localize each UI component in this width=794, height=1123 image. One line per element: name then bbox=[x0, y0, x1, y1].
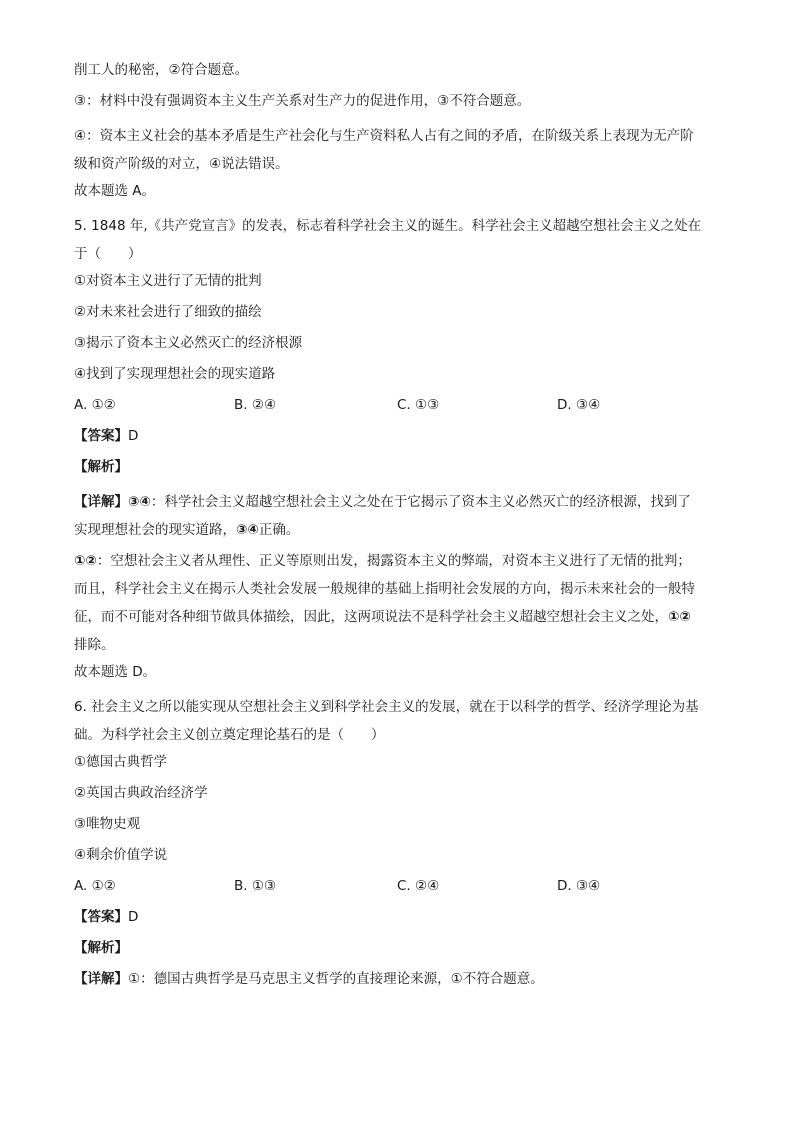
answer-value: D bbox=[128, 909, 139, 925]
q6-answer bbox=[74, 907, 730, 927]
answer-tag: 【答案】 bbox=[74, 428, 128, 444]
q5-option-b: B. ②④ bbox=[234, 397, 277, 413]
q5-options bbox=[74, 395, 730, 415]
q6-item: ④剩余价值学说 bbox=[74, 847, 168, 863]
q5-stem: 5. 1848 年,《共产党宣言》的发表，标志着科学社会主义的诞生。科学社会主义超越空想社会主义之处在 于（ ） bbox=[74, 218, 702, 262]
prev-conclusion: 故本题选 A。 bbox=[74, 183, 156, 199]
q6-item: ②英国古典政治经济学 bbox=[74, 785, 208, 801]
q6-stem: 6. 社会主义之所以能实现从空想社会主义到科学社会主义的发展，就在于以科学的哲学、经济学理论为基 础。为科学社会主义创立奠定理论基石的是（ ） bbox=[74, 699, 699, 743]
q5-item: ①对资本主义进行了无情的批判 bbox=[74, 273, 262, 289]
q5-analysis-tag: 【解析】 bbox=[74, 459, 128, 475]
q6-detail-1: 【详解】①：德国古典哲学是马克思主义哲学的直接理论来源，①不符合题意。 bbox=[74, 971, 544, 987]
q6-item: ③唯物史观 bbox=[74, 816, 141, 832]
q6-option-b: B. ①③ bbox=[234, 878, 277, 894]
q5-detail-2: ①②：空想社会主义者从理性、正义等原则出发，揭露资本主义的弊端，对资本主义进行了无情的批判； 而且，科学社会主义在揭示人类社会发展一般规律的基础上指明社会发展的方向，揭示未来社会的一般特 征，而不可能对各种细节做具体描绘，因此，这两项说法不是科学社会主义超越空想社会主义之处，①② 排除。 bbox=[74, 553, 695, 653]
q6-option-d: D. ③④ bbox=[557, 878, 601, 894]
answer-value: D bbox=[128, 428, 139, 444]
q5-item: ③揭示了资本主义必然灭亡的经济根源 bbox=[74, 335, 303, 351]
q5-item: ②对未来社会进行了细致的描绘 bbox=[74, 304, 262, 320]
q5-option-d: D. ③④ bbox=[557, 397, 601, 413]
prev-analysis-line: ③：材料中没有强调资本主义生产关系对生产力的促进作用，③不符合题意。 bbox=[74, 93, 531, 109]
q6-option-c: C. ②④ bbox=[397, 878, 440, 894]
prev-analysis-paragraph: ④：资本主义社会的基本矛盾是生产社会化与生产资料私人占有之间的矛盾，在阶级关系上表现为无产阶 级和资产阶级的对立，④说法错误。 bbox=[74, 128, 694, 172]
q5-option-c: C. ①③ bbox=[397, 397, 440, 413]
q6-item: ①德国古典哲学 bbox=[74, 754, 168, 770]
q6-options bbox=[74, 876, 730, 896]
q5-conclusion: 故本题选 D。 bbox=[74, 664, 157, 680]
q6-option-a: A. ①② bbox=[74, 878, 116, 894]
q5-item: ④找到了实现理想社会的现实道路 bbox=[74, 366, 276, 382]
q6-analysis-tag: 【解析】 bbox=[74, 940, 128, 956]
q5-option-a: A. ①② bbox=[74, 397, 116, 413]
document-page bbox=[74, 60, 730, 1000]
q5-answer bbox=[74, 426, 730, 446]
q5-detail-1: 【详解】③④：科学社会主义超越空想社会主义之处在于它揭示了资本主义必然灭亡的经济根源，找到了 实现理想社会的现实道路，③④正确。 bbox=[74, 494, 691, 538]
prev-analysis-line: 削工人的秘密，②符合题意。 bbox=[74, 62, 249, 78]
answer-tag: 【答案】 bbox=[74, 909, 128, 925]
